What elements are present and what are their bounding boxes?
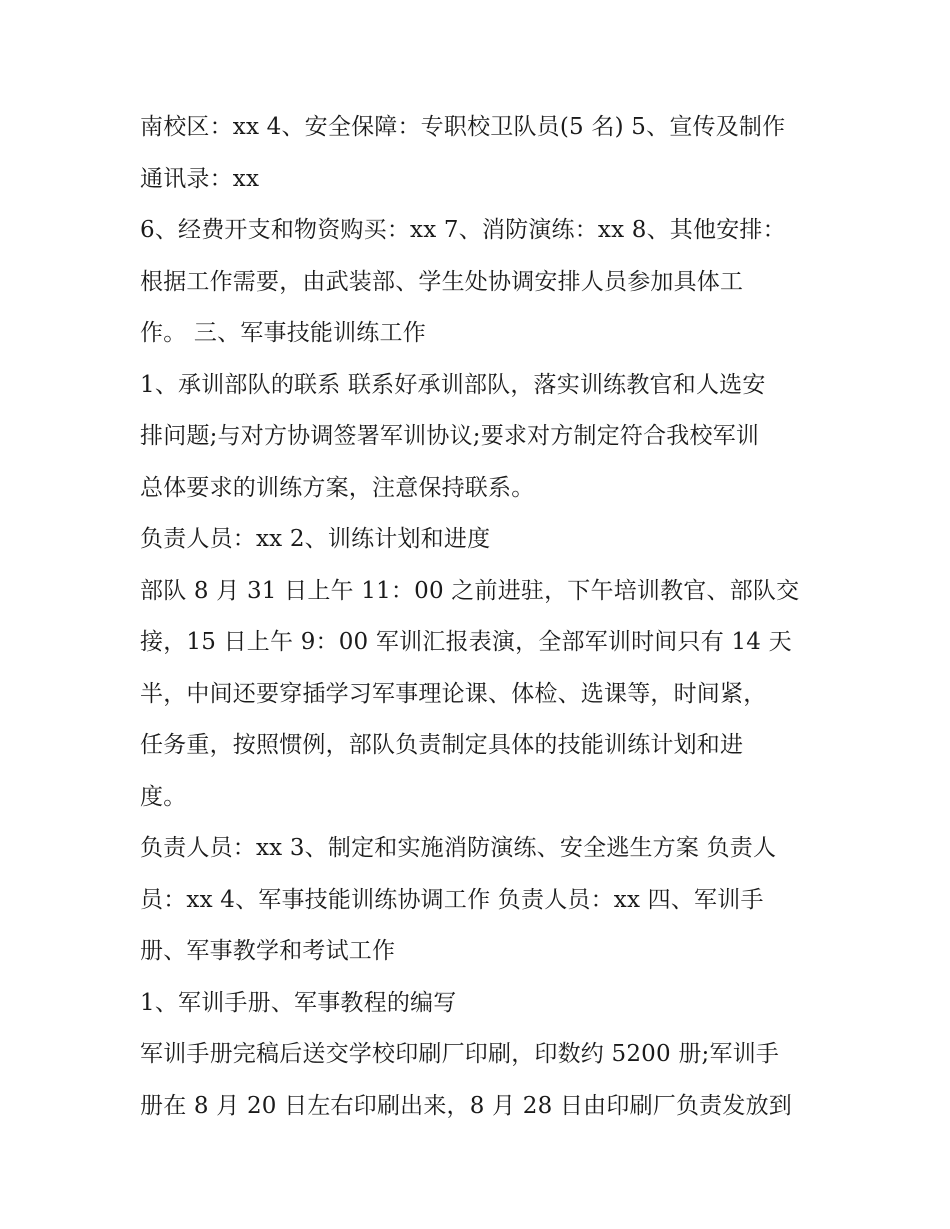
text-line: 通讯录：xx [140,165,260,192]
text-line: 接，15 日上午 9：00 军训汇报表演，全部军训时间只有 14 天 [140,629,792,655]
text-line: 军训手册完稿后送交学校印刷厂印刷，印数约 5200 册;军训手 [140,1041,780,1067]
text-line: 1、军训手册、军事教程的编写 [140,989,457,1016]
text-line: 部队 8 月 31 日上午 11：00 之前进驻，下午培训教官、部队交 [140,577,800,604]
text-line: 半，中间还要穿插学习军事理论课、体检、选课等，时间紧， [140,680,767,707]
text-line: 南校区：xx 4、安全保障：专职校卫队员(5 名) 5、宣传及制作 [140,114,786,140]
text-line: 负责人员：xx 3、制定和实施消防演练、安全逃生方案 负责人 [140,835,777,861]
text-line: 1、承训部队的联系 联系好承训部队，落实训练教官和人选安 [140,371,766,398]
text-line: 排问题;与对方协调签署军训协议;要求对方制定符合我校军训 [140,423,760,449]
text-line: 作。 三、军事技能训练工作 [140,320,426,346]
text-line: 总体要求的训练方案，注意保持联系。 [140,474,535,501]
text-line: 册、军事教学和考试工作 [140,938,396,964]
text-line: 度。 [140,783,187,810]
text-line: 负责人员：xx 2、训练计划和进度 [140,526,491,552]
text-line: 根据工作需要，由武装部、学生处协调安排人员参加具体工 [140,268,744,295]
text-line: 任务重，按照惯例，部队负责制定具体的技能训练计划和进 [140,732,744,758]
text-line: 员：xx 4、军事技能训练协调工作 负责人员：xx 四、军训手 [140,886,764,913]
text-line: 6、经费开支和物资购买：xx 7、消防演练：xx 8、其他安排： [140,217,786,243]
text-line: 册在 8 月 20 日左右印刷出来，8 月 28 日由印刷厂负责发放到 [140,1092,792,1119]
document-body [140,102,820,1132]
